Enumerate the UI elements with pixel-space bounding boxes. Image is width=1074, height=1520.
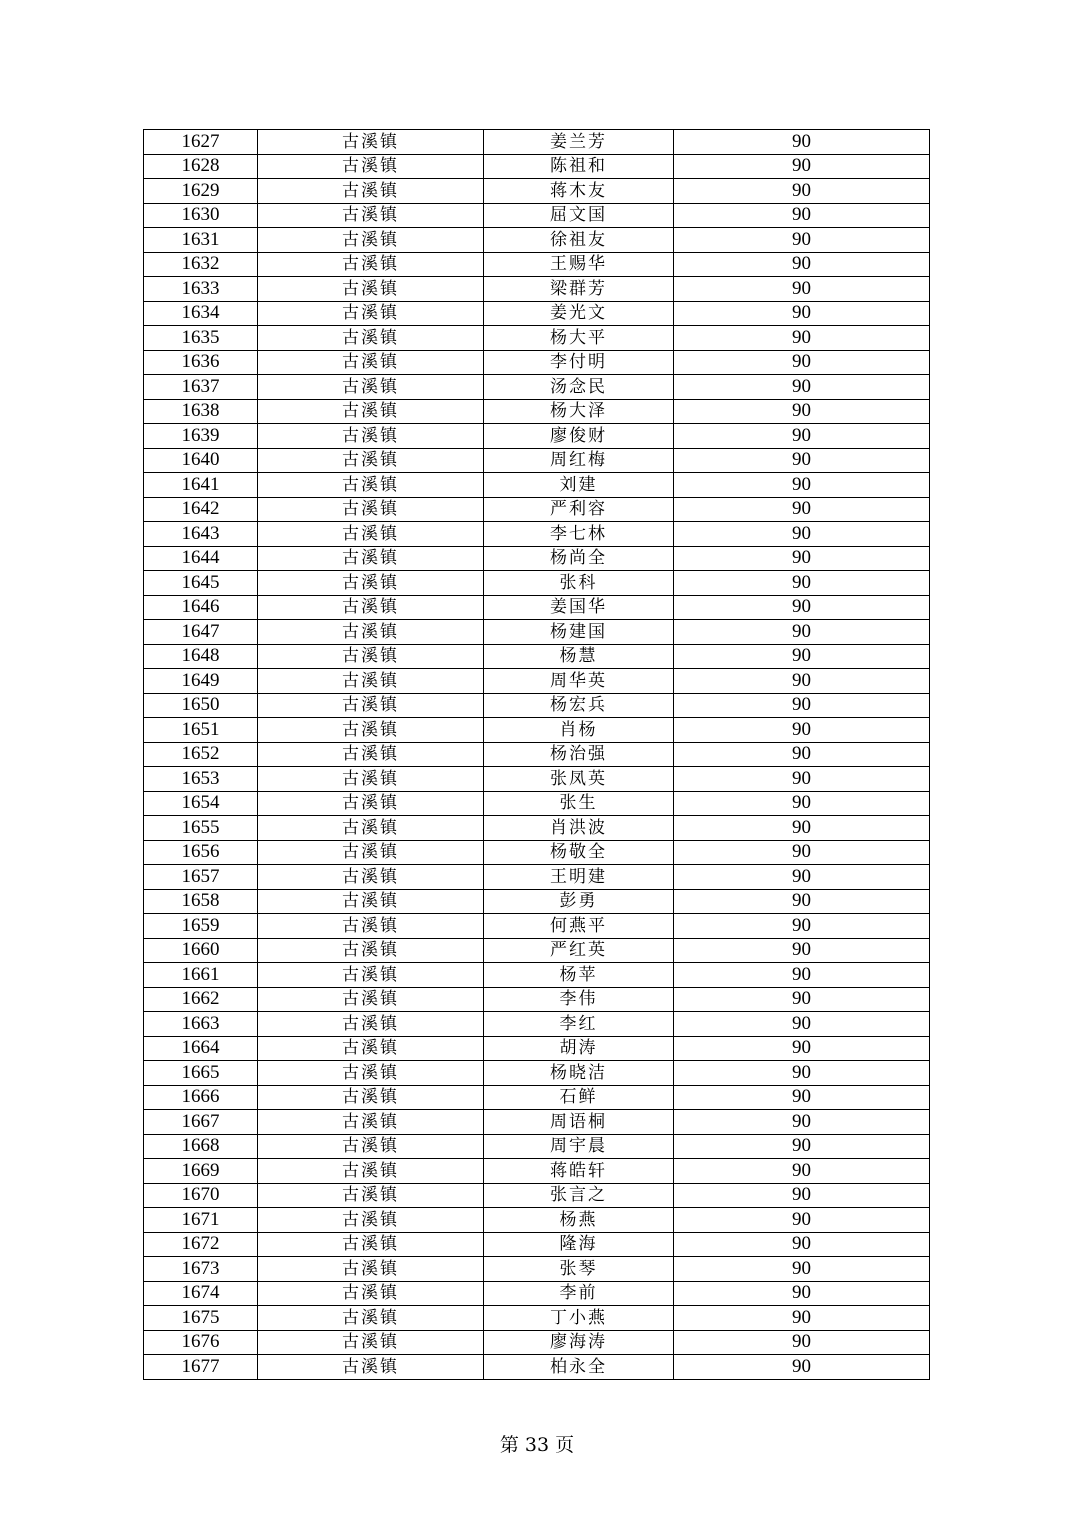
town-cell: 古溪镇 xyxy=(258,1232,484,1257)
town-cell: 古溪镇 xyxy=(258,497,484,522)
name-cell: 屈文国 xyxy=(484,203,674,228)
town-cell: 古溪镇 xyxy=(258,1281,484,1306)
town-cell: 古溪镇 xyxy=(258,571,484,596)
serial-number-cell: 1636 xyxy=(144,350,258,375)
amount-cell: 90 xyxy=(674,718,930,743)
table-row xyxy=(144,1061,930,1086)
serial-number-cell: 1677 xyxy=(144,1355,258,1380)
table-row xyxy=(144,1355,930,1380)
amount-cell: 90 xyxy=(674,840,930,865)
serial-number-cell: 1649 xyxy=(144,669,258,694)
table-row xyxy=(144,1036,930,1061)
town-cell: 古溪镇 xyxy=(258,252,484,277)
table-row xyxy=(144,644,930,669)
amount-cell: 90 xyxy=(674,1036,930,1061)
serial-number-cell: 1672 xyxy=(144,1232,258,1257)
name-cell: 严红英 xyxy=(484,938,674,963)
data-table xyxy=(143,129,930,1380)
town-cell: 古溪镇 xyxy=(258,277,484,302)
town-cell: 古溪镇 xyxy=(258,350,484,375)
serial-number-cell: 1645 xyxy=(144,571,258,596)
serial-number-cell: 1656 xyxy=(144,840,258,865)
town-cell: 古溪镇 xyxy=(258,595,484,620)
name-cell: 李前 xyxy=(484,1281,674,1306)
table-row xyxy=(144,497,930,522)
town-cell: 古溪镇 xyxy=(258,620,484,645)
name-cell: 杨治强 xyxy=(484,742,674,767)
name-cell: 姜光文 xyxy=(484,301,674,326)
name-cell: 隆海 xyxy=(484,1232,674,1257)
town-cell: 古溪镇 xyxy=(258,1330,484,1355)
table-row xyxy=(144,767,930,792)
name-cell: 廖俊财 xyxy=(484,424,674,449)
town-cell: 古溪镇 xyxy=(258,1110,484,1135)
table-row xyxy=(144,399,930,424)
amount-cell: 90 xyxy=(674,571,930,596)
table-row xyxy=(144,718,930,743)
town-cell: 古溪镇 xyxy=(258,963,484,988)
town-cell: 古溪镇 xyxy=(258,865,484,890)
table-row xyxy=(144,791,930,816)
table-row xyxy=(144,252,930,277)
table-row xyxy=(144,179,930,204)
name-cell: 石鲜 xyxy=(484,1085,674,1110)
amount-cell: 90 xyxy=(674,644,930,669)
amount-cell: 90 xyxy=(674,203,930,228)
table-row xyxy=(144,375,930,400)
amount-cell: 90 xyxy=(674,399,930,424)
table-row xyxy=(144,424,930,449)
table-row xyxy=(144,963,930,988)
name-cell: 杨晓洁 xyxy=(484,1061,674,1086)
name-cell: 肖杨 xyxy=(484,718,674,743)
name-cell: 张凤英 xyxy=(484,767,674,792)
serial-number-cell: 1673 xyxy=(144,1257,258,1282)
serial-number-cell: 1632 xyxy=(144,252,258,277)
serial-number-cell: 1668 xyxy=(144,1134,258,1159)
name-cell: 胡涛 xyxy=(484,1036,674,1061)
town-cell: 古溪镇 xyxy=(258,1183,484,1208)
town-cell: 古溪镇 xyxy=(258,448,484,473)
serial-number-cell: 1663 xyxy=(144,1012,258,1037)
serial-number-cell: 1660 xyxy=(144,938,258,963)
town-cell: 古溪镇 xyxy=(258,326,484,351)
amount-cell: 90 xyxy=(674,1281,930,1306)
serial-number-cell: 1664 xyxy=(144,1036,258,1061)
amount-cell: 90 xyxy=(674,791,930,816)
town-cell: 古溪镇 xyxy=(258,203,484,228)
amount-cell: 90 xyxy=(674,914,930,939)
town-cell: 古溪镇 xyxy=(258,987,484,1012)
town-cell: 古溪镇 xyxy=(258,399,484,424)
table-row xyxy=(144,228,930,253)
table-row xyxy=(144,277,930,302)
table-row xyxy=(144,1208,930,1233)
table-row xyxy=(144,571,930,596)
table-row xyxy=(144,1085,930,1110)
page-number: 第 33 页 xyxy=(499,1434,575,1456)
amount-cell: 90 xyxy=(674,130,930,155)
table-row xyxy=(144,1159,930,1184)
serial-number-cell: 1674 xyxy=(144,1281,258,1306)
amount-cell: 90 xyxy=(674,1208,930,1233)
amount-cell: 90 xyxy=(674,326,930,351)
town-cell: 古溪镇 xyxy=(258,301,484,326)
town-cell: 古溪镇 xyxy=(258,938,484,963)
serial-number-cell: 1646 xyxy=(144,595,258,620)
amount-cell: 90 xyxy=(674,1159,930,1184)
name-cell: 李付明 xyxy=(484,350,674,375)
amount-cell: 90 xyxy=(674,963,930,988)
amount-cell: 90 xyxy=(674,620,930,645)
name-cell: 杨建国 xyxy=(484,620,674,645)
amount-cell: 90 xyxy=(674,473,930,498)
town-cell: 古溪镇 xyxy=(258,1257,484,1282)
serial-number-cell: 1670 xyxy=(144,1183,258,1208)
table-row xyxy=(144,742,930,767)
name-cell: 杨尚全 xyxy=(484,546,674,571)
amount-cell: 90 xyxy=(674,1257,930,1282)
name-cell: 杨敬全 xyxy=(484,840,674,865)
town-cell: 古溪镇 xyxy=(258,669,484,694)
table-row xyxy=(144,130,930,155)
serial-number-cell: 1650 xyxy=(144,693,258,718)
name-cell: 王明建 xyxy=(484,865,674,890)
name-cell: 汤念民 xyxy=(484,375,674,400)
town-cell: 古溪镇 xyxy=(258,1012,484,1037)
table-row xyxy=(144,595,930,620)
amount-cell: 90 xyxy=(674,497,930,522)
name-cell: 杨宏兵 xyxy=(484,693,674,718)
table-row xyxy=(144,350,930,375)
serial-number-cell: 1669 xyxy=(144,1159,258,1184)
amount-cell: 90 xyxy=(674,448,930,473)
town-cell: 古溪镇 xyxy=(258,1061,484,1086)
amount-cell: 90 xyxy=(674,350,930,375)
serial-number-cell: 1651 xyxy=(144,718,258,743)
table-row xyxy=(144,1281,930,1306)
amount-cell: 90 xyxy=(674,546,930,571)
name-cell: 王赐华 xyxy=(484,252,674,277)
table-row xyxy=(144,546,930,571)
amount-cell: 90 xyxy=(674,938,930,963)
amount-cell: 90 xyxy=(674,595,930,620)
name-cell: 何燕平 xyxy=(484,914,674,939)
table-body xyxy=(144,130,930,1380)
amount-cell: 90 xyxy=(674,1355,930,1380)
serial-number-cell: 1640 xyxy=(144,448,258,473)
amount-cell: 90 xyxy=(674,816,930,841)
table-row xyxy=(144,987,930,1012)
serial-number-cell: 1630 xyxy=(144,203,258,228)
serial-number-cell: 1634 xyxy=(144,301,258,326)
town-cell: 古溪镇 xyxy=(258,791,484,816)
town-cell: 古溪镇 xyxy=(258,840,484,865)
name-cell: 杨大平 xyxy=(484,326,674,351)
amount-cell: 90 xyxy=(674,767,930,792)
town-cell: 古溪镇 xyxy=(258,742,484,767)
town-cell: 古溪镇 xyxy=(258,889,484,914)
serial-number-cell: 1652 xyxy=(144,742,258,767)
amount-cell: 90 xyxy=(674,693,930,718)
amount-cell: 90 xyxy=(674,277,930,302)
town-cell: 古溪镇 xyxy=(258,522,484,547)
serial-number-cell: 1671 xyxy=(144,1208,258,1233)
name-cell: 杨燕 xyxy=(484,1208,674,1233)
name-cell: 刘建 xyxy=(484,473,674,498)
amount-cell: 90 xyxy=(674,424,930,449)
town-cell: 古溪镇 xyxy=(258,767,484,792)
table-row xyxy=(144,865,930,890)
town-cell: 古溪镇 xyxy=(258,816,484,841)
serial-number-cell: 1666 xyxy=(144,1085,258,1110)
name-cell: 柏永全 xyxy=(484,1355,674,1380)
amount-cell: 90 xyxy=(674,865,930,890)
town-cell: 古溪镇 xyxy=(258,1306,484,1331)
amount-cell: 90 xyxy=(674,987,930,1012)
table-row xyxy=(144,1110,930,1135)
town-cell: 古溪镇 xyxy=(258,473,484,498)
town-cell: 古溪镇 xyxy=(258,1134,484,1159)
amount-cell: 90 xyxy=(674,1110,930,1135)
serial-number-cell: 1676 xyxy=(144,1330,258,1355)
table-row xyxy=(144,938,930,963)
table-row xyxy=(144,914,930,939)
table-row xyxy=(144,620,930,645)
table-row xyxy=(144,473,930,498)
town-cell: 古溪镇 xyxy=(258,375,484,400)
amount-cell: 90 xyxy=(674,228,930,253)
serial-number-cell: 1659 xyxy=(144,914,258,939)
name-cell: 张生 xyxy=(484,791,674,816)
serial-number-cell: 1662 xyxy=(144,987,258,1012)
name-cell: 杨慧 xyxy=(484,644,674,669)
name-cell: 徐祖友 xyxy=(484,228,674,253)
serial-number-cell: 1629 xyxy=(144,179,258,204)
serial-number-cell: 1667 xyxy=(144,1110,258,1135)
name-cell: 周红梅 xyxy=(484,448,674,473)
serial-number-cell: 1675 xyxy=(144,1306,258,1331)
name-cell: 周语桐 xyxy=(484,1110,674,1135)
amount-cell: 90 xyxy=(674,1085,930,1110)
serial-number-cell: 1633 xyxy=(144,277,258,302)
name-cell: 蒋皓轩 xyxy=(484,1159,674,1184)
town-cell: 古溪镇 xyxy=(258,424,484,449)
table-row xyxy=(144,816,930,841)
serial-number-cell: 1643 xyxy=(144,522,258,547)
name-cell: 彭勇 xyxy=(484,889,674,914)
table-row xyxy=(144,1134,930,1159)
serial-number-cell: 1661 xyxy=(144,963,258,988)
serial-number-cell: 1637 xyxy=(144,375,258,400)
town-cell: 古溪镇 xyxy=(258,1208,484,1233)
name-cell: 周华英 xyxy=(484,669,674,694)
table-row xyxy=(144,301,930,326)
name-cell: 李红 xyxy=(484,1012,674,1037)
serial-number-cell: 1631 xyxy=(144,228,258,253)
name-cell: 张科 xyxy=(484,571,674,596)
serial-number-cell: 1635 xyxy=(144,326,258,351)
table-row xyxy=(144,840,930,865)
name-cell: 张琴 xyxy=(484,1257,674,1282)
amount-cell: 90 xyxy=(674,1061,930,1086)
name-cell: 李伟 xyxy=(484,987,674,1012)
amount-cell: 90 xyxy=(674,669,930,694)
amount-cell: 90 xyxy=(674,1183,930,1208)
name-cell: 严利容 xyxy=(484,497,674,522)
name-cell: 陈祖和 xyxy=(484,154,674,179)
amount-cell: 90 xyxy=(674,1134,930,1159)
table-row xyxy=(144,1306,930,1331)
table-row xyxy=(144,154,930,179)
table-row xyxy=(144,889,930,914)
serial-number-cell: 1657 xyxy=(144,865,258,890)
table-row xyxy=(144,1330,930,1355)
serial-number-cell: 1653 xyxy=(144,767,258,792)
amount-cell: 90 xyxy=(674,1306,930,1331)
town-cell: 古溪镇 xyxy=(258,130,484,155)
table-row xyxy=(144,1257,930,1282)
serial-number-cell: 1648 xyxy=(144,644,258,669)
serial-number-cell: 1628 xyxy=(144,154,258,179)
table-row xyxy=(144,203,930,228)
town-cell: 古溪镇 xyxy=(258,228,484,253)
table-row xyxy=(144,448,930,473)
amount-cell: 90 xyxy=(674,252,930,277)
table-row xyxy=(144,669,930,694)
serial-number-cell: 1655 xyxy=(144,816,258,841)
amount-cell: 90 xyxy=(674,179,930,204)
serial-number-cell: 1665 xyxy=(144,1061,258,1086)
serial-number-cell: 1647 xyxy=(144,620,258,645)
table-row xyxy=(144,1012,930,1037)
name-cell: 李七林 xyxy=(484,522,674,547)
name-cell: 蒋木友 xyxy=(484,179,674,204)
serial-number-cell: 1638 xyxy=(144,399,258,424)
town-cell: 古溪镇 xyxy=(258,546,484,571)
serial-number-cell: 1639 xyxy=(144,424,258,449)
serial-number-cell: 1654 xyxy=(144,791,258,816)
name-cell: 肖洪波 xyxy=(484,816,674,841)
serial-number-cell: 1658 xyxy=(144,889,258,914)
name-cell: 廖海涛 xyxy=(484,1330,674,1355)
town-cell: 古溪镇 xyxy=(258,914,484,939)
name-cell: 姜国华 xyxy=(484,595,674,620)
town-cell: 古溪镇 xyxy=(258,1355,484,1380)
name-cell: 杨大泽 xyxy=(484,399,674,424)
amount-cell: 90 xyxy=(674,742,930,767)
table-row xyxy=(144,1183,930,1208)
name-cell: 丁小燕 xyxy=(484,1306,674,1331)
amount-cell: 90 xyxy=(674,301,930,326)
name-cell: 周宇晨 xyxy=(484,1134,674,1159)
town-cell: 古溪镇 xyxy=(258,644,484,669)
amount-cell: 90 xyxy=(674,1232,930,1257)
name-cell: 杨苹 xyxy=(484,963,674,988)
amount-cell: 90 xyxy=(674,154,930,179)
name-cell: 梁群芳 xyxy=(484,277,674,302)
town-cell: 古溪镇 xyxy=(258,718,484,743)
town-cell: 古溪镇 xyxy=(258,693,484,718)
name-cell: 姜兰芳 xyxy=(484,130,674,155)
serial-number-cell: 1644 xyxy=(144,546,258,571)
town-cell: 古溪镇 xyxy=(258,1159,484,1184)
amount-cell: 90 xyxy=(674,1012,930,1037)
town-cell: 古溪镇 xyxy=(258,1036,484,1061)
serial-number-cell: 1641 xyxy=(144,473,258,498)
amount-cell: 90 xyxy=(674,375,930,400)
table-row xyxy=(144,522,930,547)
serial-number-cell: 1627 xyxy=(144,130,258,155)
town-cell: 古溪镇 xyxy=(258,154,484,179)
amount-cell: 90 xyxy=(674,1330,930,1355)
table-row xyxy=(144,326,930,351)
name-cell: 张言之 xyxy=(484,1183,674,1208)
amount-cell: 90 xyxy=(674,522,930,547)
town-cell: 古溪镇 xyxy=(258,179,484,204)
table-row xyxy=(144,693,930,718)
table-row xyxy=(144,1232,930,1257)
amount-cell: 90 xyxy=(674,889,930,914)
town-cell: 古溪镇 xyxy=(258,1085,484,1110)
serial-number-cell: 1642 xyxy=(144,497,258,522)
